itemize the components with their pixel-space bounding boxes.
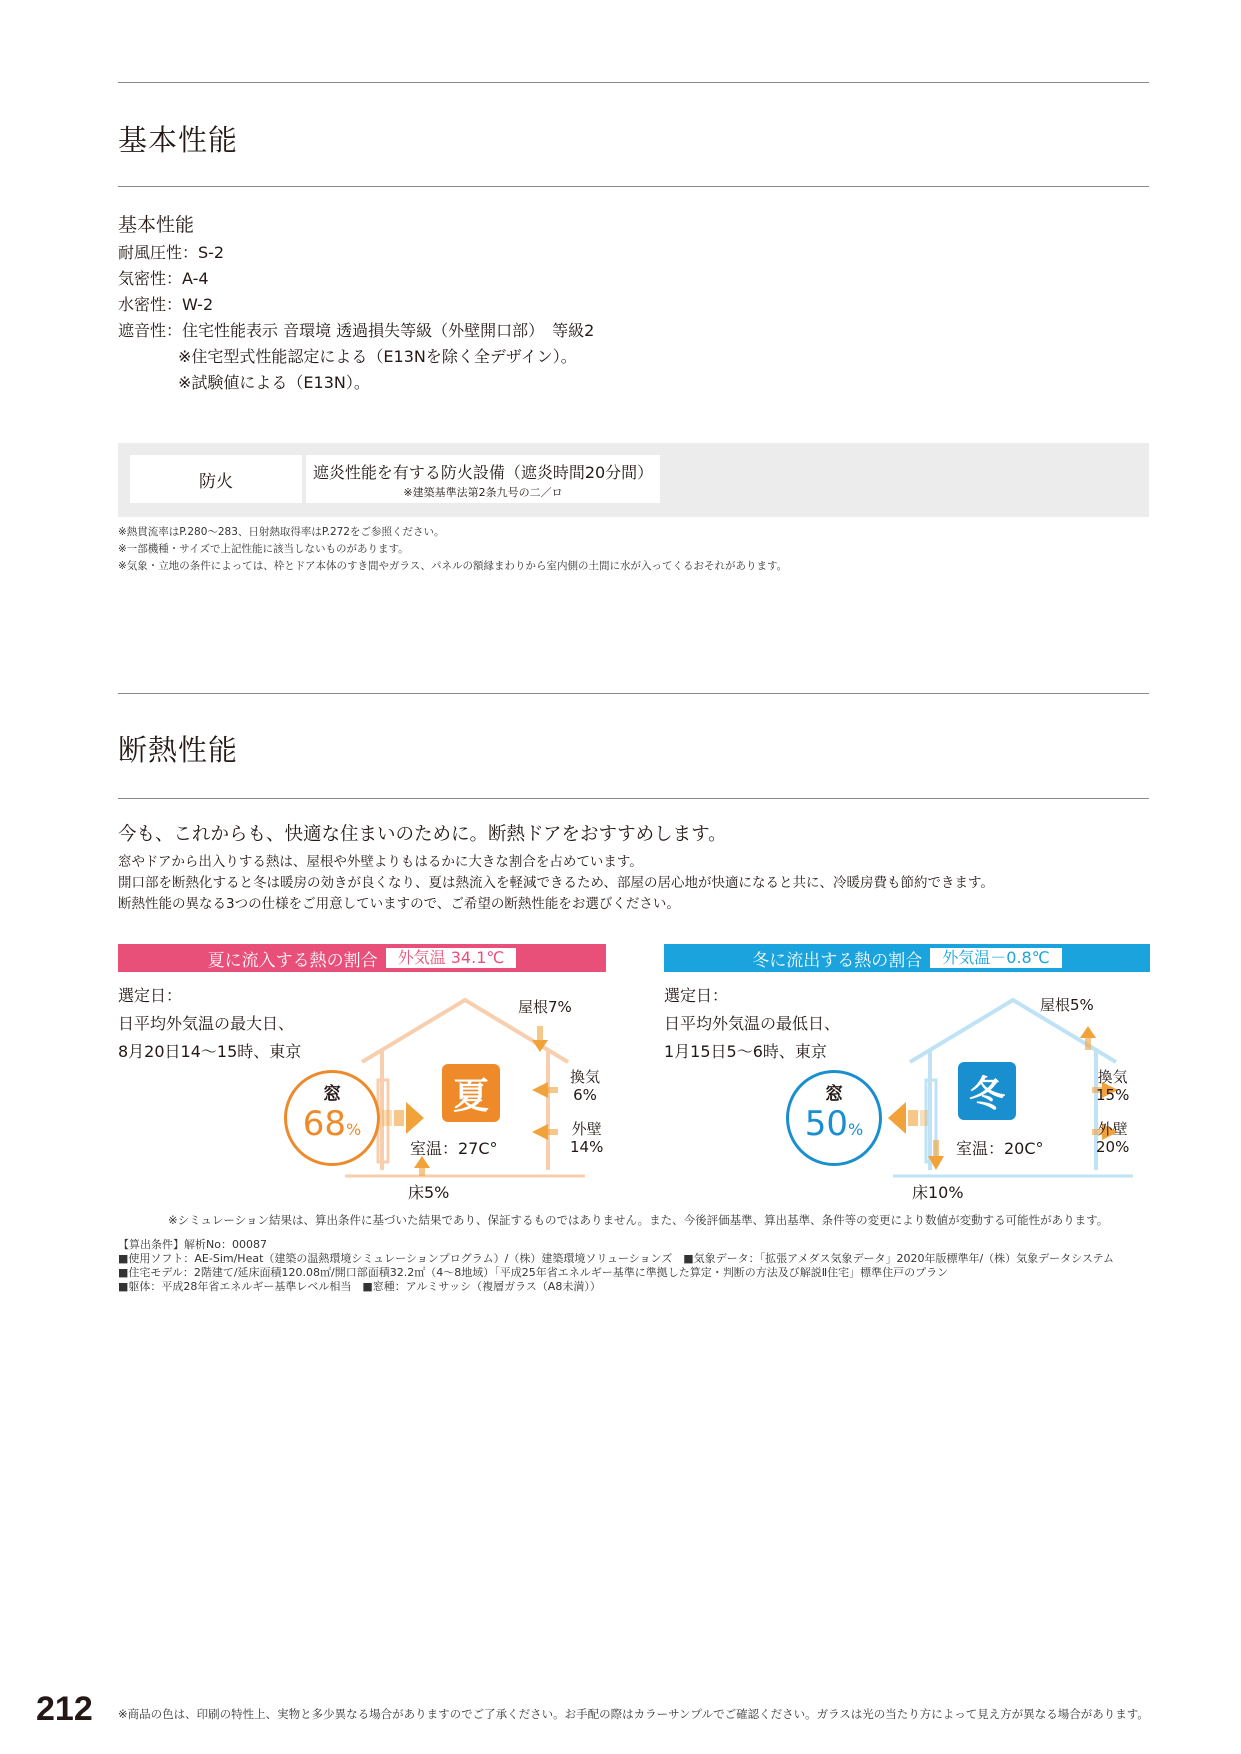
- calculation-conditions: [118, 1238, 1114, 1294]
- vent-name: 換気: [570, 1068, 601, 1086]
- summer-wall-label: [570, 1120, 603, 1156]
- condition-line: ■躯体：平成28年省エネルギー基準レベル相当 ■窓種：アルミサッシ（複層ガラス（A8未満））: [118, 1280, 601, 1293]
- vent-value: 6%: [573, 1086, 597, 1104]
- date-line: 選定日：: [664, 986, 729, 1005]
- summer-date: [118, 982, 301, 1066]
- date-line: 選定日：: [118, 986, 183, 1005]
- wall-name: 外壁: [571, 1120, 602, 1138]
- winter-roof-label: 屋根5%: [1040, 996, 1094, 1014]
- fire-label: 防火: [130, 455, 302, 503]
- top-rule: [118, 82, 1149, 83]
- date-line: 8月20日14〜15時、東京: [118, 1042, 302, 1061]
- spec-note-2: ※試験値による（E13N）。: [178, 373, 370, 392]
- insulation-lead: 今も、これからも、快適な住まいのために。断熱ドアをおすすめします。: [118, 824, 727, 845]
- winter-date: [664, 982, 840, 1066]
- footnote: ※気象・立地の条件によっては、枠とドア本体のすき間やガラス、パネルの額縁まわりから室内側の土間に水が入ってくるおそれがあります。: [118, 560, 788, 572]
- spec-note-1: ※住宅型式性能認定による（E13Nを除く全デザイン）。: [178, 347, 577, 366]
- summer-season-badge: 夏: [442, 1064, 500, 1122]
- summer-floor-label: 床5%: [408, 1183, 450, 1202]
- date-line: 日平均外気温の最低日、: [664, 1014, 841, 1033]
- basic-subheading: 基本性能: [118, 214, 195, 236]
- section-rule: [118, 693, 1149, 694]
- summer-outside-temp: 外気温 34.1℃: [386, 948, 517, 968]
- paragraph: 窓やドアから出入りする熱は、屋根や外壁よりもはるかに大きな割合を占めています。: [118, 854, 643, 870]
- spec-water: 水密性：W-2: [118, 295, 214, 314]
- fire-value-cell: [306, 455, 660, 503]
- date-line: 1月15日5〜6時、東京: [664, 1042, 827, 1061]
- summer-roof-label: 屋根7%: [518, 998, 572, 1016]
- condition-line: ■使用ソフト：AE-Sim/Heat（建築の温熱環境シミュレーションプログラム）/（株）建築環境ソリューションズ ■気象データ：「拡張アメダス気象データ」2020年版標準年/（株）気象データシステム: [118, 1252, 1115, 1265]
- winter-window-pct: 50: [804, 1104, 849, 1144]
- section-rule: [118, 798, 1149, 799]
- summer-room-temp: 室温：27C°: [410, 1139, 498, 1158]
- wall-value: 14%: [570, 1138, 604, 1156]
- section-title-insulation: 断熱性能: [118, 733, 239, 767]
- winter-floor-label: 床10%: [912, 1183, 964, 1202]
- window-label: 窓: [323, 1084, 341, 1105]
- pct-sign: %: [346, 1120, 362, 1139]
- insulation-paragraphs: [118, 852, 994, 915]
- summer-vent-label: [570, 1068, 600, 1104]
- winter-room-temp: 室温：20C°: [956, 1139, 1044, 1158]
- winter-banner: [664, 944, 1150, 972]
- footer-note: ※商品の色は、印刷の特性上、実物と多少異なる場合がありますのでご了承ください。お手配の際はカラーサンプルでご確認ください。ガラスは光の当たり方によって見え方が異なる場合があります。: [118, 1707, 1149, 1721]
- spec-wind: 耐風圧性：S-2: [118, 243, 225, 262]
- summer-window-circle: [284, 1070, 380, 1166]
- winter-banner-title: 冬に流出する熱の割合: [752, 950, 923, 971]
- window-label: 窓: [825, 1084, 843, 1105]
- winter-outside-temp: 外気温－0.8℃: [930, 948, 1061, 968]
- summer-window-pct: 68: [302, 1104, 347, 1144]
- footnote: ※熱貫流率はP.280〜283、日射熱取得率はP.272をご参照ください。: [118, 526, 445, 538]
- vent-arrow-icon: [532, 1082, 548, 1098]
- page-number: 212: [36, 1690, 93, 1728]
- spec-air: 気密性：A-4: [118, 269, 209, 288]
- window-arrow-icon: [888, 1102, 906, 1134]
- simulation-note: ※シミュレーション結果は、算出条件に基づいた結果であり、保証するものではありません。また、今後評価基準、算出基準、条件等の変更により数値が変動する可能性があります。: [168, 1213, 1109, 1227]
- paragraph: 開口部を断熱化すると冬は暖房の効きが良くなり、夏は熱流入を軽減できるため、部屋の居心地が快適になると共に、冷暖房費も節約できます。: [118, 875, 994, 891]
- date-line: 日平均外気温の最大日、: [118, 1014, 295, 1033]
- vent-value: 15%: [1096, 1086, 1130, 1104]
- section-title-basic: 基本性能: [118, 123, 239, 157]
- winter-window-circle: [786, 1070, 882, 1166]
- paragraph: 断熱性能の異なる3つの仕様をご用意していますので、ご希望の断熱性能をお選びください。: [118, 896, 680, 912]
- wall-value: 20%: [1096, 1138, 1130, 1156]
- basic-footnotes: [118, 524, 787, 575]
- condition-line: ■住宅モデル：2階建て/延床面積120.08㎡/開口部面積32.2㎡（4〜8地域）「平成25年省エネルギー基準に準拠した算定・判断の方法及び解説Ⅱ住宅」標準住戸のプラン: [118, 1266, 949, 1279]
- summer-banner: [118, 944, 606, 972]
- vent-name: 換気: [1097, 1068, 1128, 1086]
- condition-line: 【算出条件】解析No：00087: [118, 1238, 267, 1251]
- fire-value: 遮炎性能を有する防火設備（遮炎時間20分間）: [312, 463, 654, 482]
- winter-season-badge: 冬: [958, 1062, 1016, 1120]
- section-rule: [118, 186, 1149, 187]
- winter-vent-label: [1096, 1068, 1129, 1104]
- pct-sign: %: [848, 1120, 864, 1139]
- wall-arrow-icon: [532, 1124, 548, 1140]
- spec-sound: 遮音性：住宅性能表示 音環境 透過損失等級（外壁開口部） 等級2: [118, 321, 595, 340]
- roof-arrow-icon: [1080, 1026, 1096, 1038]
- winter-wall-label: [1096, 1120, 1129, 1156]
- window-arrow-icon: [406, 1102, 424, 1134]
- summer-banner-title: 夏に流入する熱の割合: [207, 950, 378, 971]
- wall-name: 外壁: [1097, 1120, 1128, 1138]
- fire-panel: [118, 443, 1149, 517]
- fire-value-sub: ※建築基準法第2条九号の二／ロ: [403, 486, 563, 499]
- basic-spec-list: [118, 240, 594, 396]
- footnote: ※一部機種・サイズで上記性能に該当しないものがあります。: [118, 543, 409, 555]
